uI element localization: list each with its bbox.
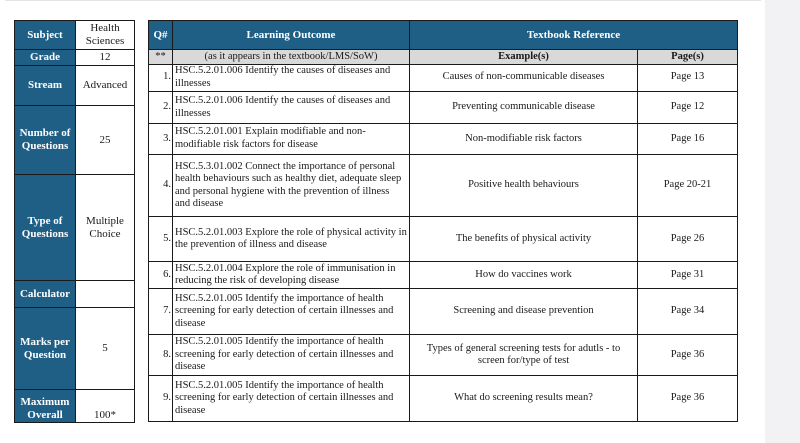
info-row-number-of-questions (15, 106, 135, 175)
example-cell: Preventing communicable disease (410, 91, 638, 123)
question-number: 2. (149, 91, 173, 123)
info-label: Type of Questions (15, 175, 76, 281)
page-cell: Page 26 (638, 217, 738, 262)
subheader-q: ** (149, 50, 173, 64)
question-number: 5. (149, 217, 173, 262)
table-row (149, 91, 738, 123)
learning-outcome-cell: HSC.5.2.01.005 Identify the importance of health screening for early detection of certain illnesses and disease (173, 334, 410, 376)
subheader-outcome: (as it appears in the textbook/LMS/SoW) (173, 50, 410, 64)
header-q-number: Q# (149, 21, 173, 50)
learning-outcome-cell: HSC.5.2.01.004 Explore the role of immunisation in reducing the risk of developing disease (173, 261, 410, 288)
page-cell: Page 31 (638, 261, 738, 288)
table-row (149, 124, 738, 154)
question-number: 9. (149, 376, 173, 422)
question-number: 8. (149, 334, 173, 376)
info-label: Marks per Question (15, 308, 76, 390)
table-row (149, 154, 738, 217)
example-cell: What do screening results mean? (410, 376, 638, 422)
info-label: Calculator (15, 281, 76, 308)
table-header-row (149, 21, 738, 50)
example-cell: Types of general screening tests for adutls - to screen for/type of test (410, 334, 638, 376)
header-textbook-reference: Textbook Reference (410, 21, 738, 50)
learning-outcome-cell: HSC.5.2.01.005 Identify the importance of health screening for early detection of certain illnesses and disease (173, 289, 410, 335)
table-row (149, 64, 738, 91)
table-row (149, 217, 738, 262)
example-cell: Causes of non-communicable diseases (410, 64, 638, 91)
table-row (149, 289, 738, 335)
example-cell: Non-modifiable risk factors (410, 124, 638, 154)
info-row-grade (15, 50, 135, 66)
info-label: Stream (15, 66, 76, 106)
subheader-pages: Page(s) (638, 50, 738, 64)
question-number: 6. (149, 261, 173, 288)
table-row (149, 334, 738, 376)
page-cell: Page 36 (638, 334, 738, 376)
info-value: 12 (76, 50, 135, 66)
question-number: 7. (149, 289, 173, 335)
learning-outcome-cell: HSC.5.2.01.006 Identify the causes of diseases and illnesses (173, 64, 410, 91)
info-value: Health Sciences (76, 21, 135, 50)
page-cell: Page 36 (638, 376, 738, 422)
learning-outcome-cell: HSC.5.3.01.002 Connect the importance of personal health behaviours such as healthy diet, adequate sleep and personal hygiene with the prevention of illness and disease (173, 154, 410, 217)
info-value: Advanced (76, 66, 135, 106)
info-label: Grade (15, 50, 76, 66)
top-border-line (5, 0, 761, 1)
info-row-type-of-questions (15, 175, 135, 281)
header-learning-outcome: Learning Outcome (173, 21, 410, 50)
example-cell: Positive health behaviours (410, 154, 638, 217)
page-cell: Page 12 (638, 91, 738, 123)
table-subheader-row (149, 50, 738, 64)
question-number: 3. (149, 124, 173, 154)
example-cell: How do vaccines work (410, 261, 638, 288)
learning-outcome-cell: HSC.5.2.01.006 Identify the causes of diseases and illnesses (173, 91, 410, 123)
question-number: 1. (149, 64, 173, 91)
page-cell: Page 34 (638, 289, 738, 335)
example-cell: Screening and disease prevention (410, 289, 638, 335)
table-row (149, 261, 738, 288)
info-value: 25 (76, 106, 135, 175)
info-row-stream (15, 66, 135, 106)
info-row-calculator (15, 281, 135, 308)
learning-outcome-cell: HSC.5.2.01.001 Explain modifiable and non-modifiable risk factors for disease (173, 124, 410, 154)
learning-outcomes-table (148, 20, 738, 422)
info-row-marks-per-question (15, 308, 135, 390)
example-cell: The benefits of physical activity (410, 217, 638, 262)
info-value: 5 (76, 308, 135, 390)
question-number: 4. (149, 154, 173, 217)
info-row-maximum-overall (15, 390, 135, 423)
learning-outcome-cell: HSC.5.2.01.003 Explore the role of physical activity in the prevention of illness and disease (173, 217, 410, 262)
info-row-subject (15, 21, 135, 50)
table-row (149, 376, 738, 422)
subheader-examples: Example(s) (410, 50, 638, 64)
learning-outcome-cell: HSC.5.2.01.005 Identify the importance of health screening for early detection of certain illnesses and disease (173, 376, 410, 422)
page-cell: Page 20-21 (638, 154, 738, 217)
info-value: 100* (76, 390, 135, 423)
exam-info-table (14, 20, 135, 423)
page-cell: Page 13 (638, 64, 738, 91)
page-cell: Page 16 (638, 124, 738, 154)
info-value: Multiple Choice (76, 175, 135, 281)
info-value (76, 281, 135, 308)
viewer-gutter (765, 0, 800, 443)
info-label: Subject (15, 21, 76, 50)
info-label: Maximum Overall (15, 390, 76, 423)
info-label: Number of Questions (15, 106, 76, 175)
